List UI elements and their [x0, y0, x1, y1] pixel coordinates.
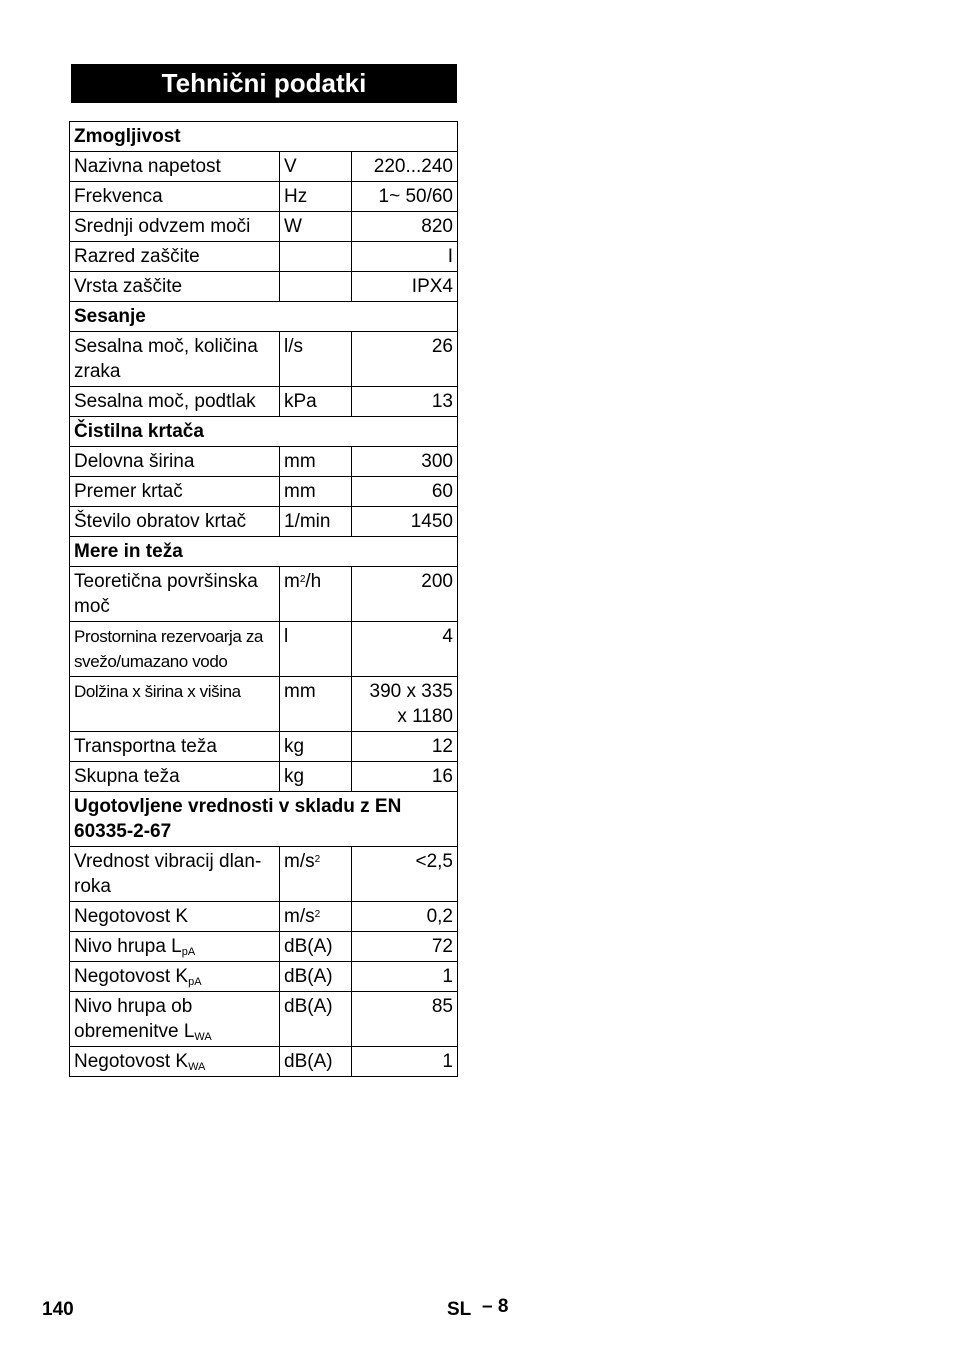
row-value: 26	[352, 332, 458, 387]
row-label: Vrsta zaščite	[70, 272, 280, 302]
row-value: 16	[352, 762, 458, 792]
row-value: 72	[352, 932, 458, 962]
table-row	[70, 567, 458, 622]
row-unit: kPa	[280, 387, 352, 417]
page-number: 140	[42, 1299, 74, 1320]
table-row	[70, 847, 458, 902]
row-value: 60	[352, 477, 458, 507]
section-title: Čistilna krtača	[70, 417, 458, 447]
row-label: Dolžina x širina x višina	[70, 677, 280, 732]
row-value: 4	[352, 622, 458, 677]
table-row	[70, 1047, 458, 1077]
row-unit: l/s	[280, 332, 352, 387]
row-label: Prostornina rezervoarja za svežo/umazano vodo	[70, 622, 280, 677]
table-row	[70, 152, 458, 182]
row-unit: l	[280, 622, 352, 677]
row-label: Vrednost vibracij dlan-roka	[70, 847, 280, 902]
row-unit: dB(A)	[280, 1047, 352, 1077]
row-value: 85	[352, 992, 458, 1047]
row-label: Transportna teža	[70, 732, 280, 762]
row-label: Skupna teža	[70, 762, 280, 792]
row-unit: W	[280, 212, 352, 242]
row-unit: mm	[280, 447, 352, 477]
label-subscript: WA	[188, 1061, 206, 1073]
table-row	[70, 332, 458, 387]
row-unit	[280, 272, 352, 302]
row-label	[70, 962, 280, 992]
table-row	[70, 507, 458, 537]
row-value: 820	[352, 212, 458, 242]
row-value: <2,5	[352, 847, 458, 902]
table-row	[70, 932, 458, 962]
table-row	[70, 387, 458, 417]
row-value: 220...240	[352, 152, 458, 182]
section-header-row	[70, 792, 458, 847]
row-value: 300	[352, 447, 458, 477]
language-code: SL	[447, 1299, 472, 1320]
row-unit	[280, 902, 352, 932]
table-row	[70, 182, 458, 212]
row-label: Negotovost K	[70, 902, 280, 932]
label-text: Negotovost K	[74, 1051, 189, 1072]
section-title: Ugotovljene vrednosti v skladu z EN 60335-2-67	[70, 792, 458, 847]
section-header-row	[70, 537, 458, 567]
label-subscript: WA	[194, 1031, 212, 1043]
section-header-row	[70, 417, 458, 447]
table-row	[70, 272, 458, 302]
row-label: Število obratov krtač	[70, 507, 280, 537]
label-subscript: pA	[181, 946, 196, 958]
row-value: 200	[352, 567, 458, 622]
row-unit	[280, 242, 352, 272]
row-unit: mm	[280, 677, 352, 732]
row-label	[70, 992, 280, 1047]
unit-suffix: /h	[305, 571, 322, 592]
row-label: Sesalna moč, podtlak	[70, 387, 280, 417]
row-label: Srednji odvzem moči	[70, 212, 280, 242]
unit-base: m	[284, 571, 300, 592]
table-row	[70, 992, 458, 1047]
table-row	[70, 477, 458, 507]
row-unit: Hz	[280, 182, 352, 212]
row-unit: dB(A)	[280, 992, 352, 1047]
table-row	[70, 212, 458, 242]
unit-superscript: 2	[299, 574, 306, 585]
table-row	[70, 762, 458, 792]
unit-base: m/s	[284, 906, 315, 927]
row-value: 0,2	[352, 902, 458, 932]
table-row	[70, 732, 458, 762]
label-text: Negotovost K	[74, 966, 189, 987]
row-unit: V	[280, 152, 352, 182]
row-label: Frekvenca	[70, 182, 280, 212]
row-unit: dB(A)	[280, 932, 352, 962]
row-unit: mm	[280, 477, 352, 507]
label-text: Nivo hrupa ob obremenitve L	[74, 996, 195, 1042]
section-header-row	[70, 122, 458, 152]
row-unit	[280, 567, 352, 622]
row-label	[70, 932, 280, 962]
table-row	[70, 447, 458, 477]
row-unit: kg	[280, 732, 352, 762]
section-header-row	[70, 302, 458, 332]
row-value: 13	[352, 387, 458, 417]
section-title: Zmogljivost	[70, 122, 458, 152]
section-title: Sesanje	[70, 302, 458, 332]
row-value: 1450	[352, 507, 458, 537]
section-title: Mere in teža	[70, 537, 458, 567]
page-reference: – 8	[482, 1296, 509, 1317]
row-label: Delovna širina	[70, 447, 280, 477]
specs-table	[69, 121, 458, 1077]
table-row	[70, 677, 458, 732]
row-value: I	[352, 242, 458, 272]
row-value: 390 x 335 x 1180	[352, 677, 458, 732]
table-row	[70, 902, 458, 932]
table-row	[70, 622, 458, 677]
unit-base: m/s	[284, 851, 315, 872]
row-value: 1	[352, 962, 458, 992]
row-label: Premer krtač	[70, 477, 280, 507]
row-unit	[280, 847, 352, 902]
row-value: IPX4	[352, 272, 458, 302]
row-value: 1	[352, 1047, 458, 1077]
unit-superscript: 2	[314, 854, 321, 865]
row-value: 12	[352, 732, 458, 762]
row-label: Teoretična površinska moč	[70, 567, 280, 622]
table-row	[70, 962, 458, 992]
row-unit: kg	[280, 762, 352, 792]
row-value: 1~ 50/60	[352, 182, 458, 212]
row-unit: 1/min	[280, 507, 352, 537]
row-unit: dB(A)	[280, 962, 352, 992]
unit-superscript: 2	[314, 909, 321, 920]
label-subscript: pA	[188, 976, 202, 988]
table-row	[70, 242, 458, 272]
row-label: Nazivna napetost	[70, 152, 280, 182]
label-text: Nivo hrupa L	[74, 936, 182, 957]
page-title: Tehnični podatki	[71, 64, 457, 103]
row-label	[70, 1047, 280, 1077]
row-label: Sesalna moč, količina zraka	[70, 332, 280, 387]
row-label: Razred zaščite	[70, 242, 280, 272]
